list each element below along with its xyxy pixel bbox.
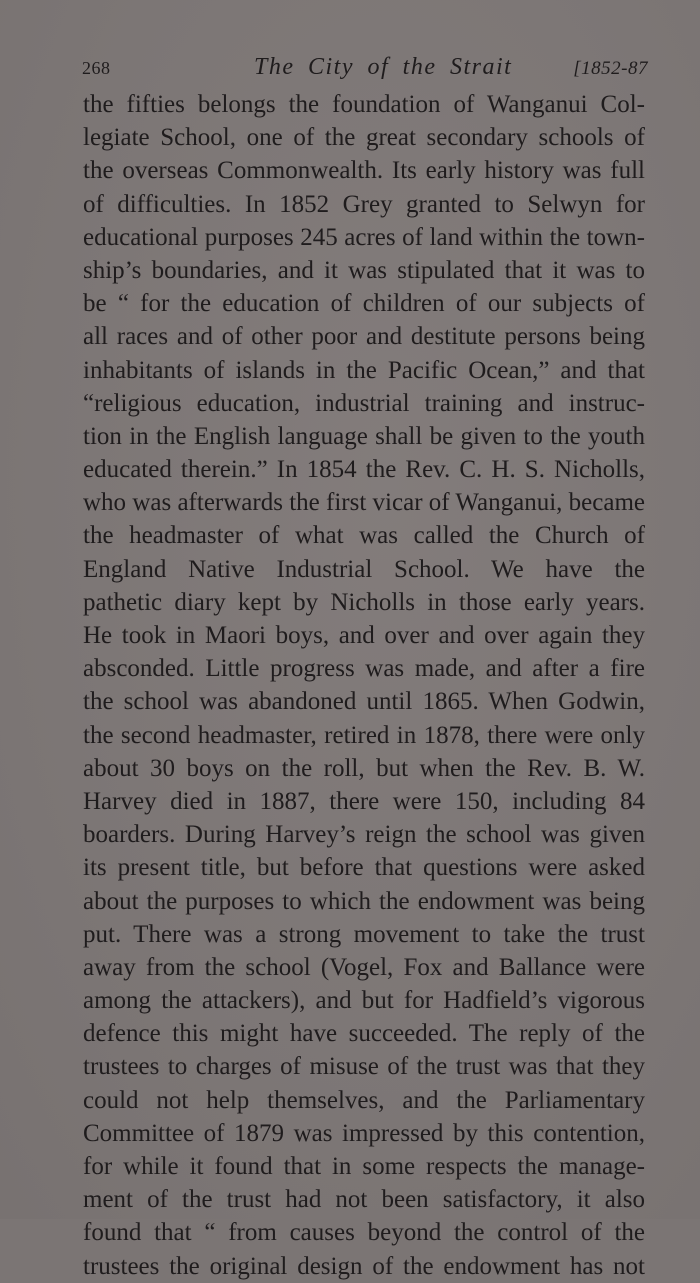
- text-line: trustees the original design of the endowment has not: [83, 1252, 645, 1280]
- text-line: who was afterwards the first vicar of Wanganui, became: [83, 489, 645, 517]
- text-line: ment of the trust had not been satisfactory, it also: [83, 1186, 645, 1214]
- text-line: of difficulties. In 1852 Grey granted to Selwyn for: [83, 190, 645, 218]
- text-line: away from the school (Vogel, Fox and Ballance were: [83, 953, 645, 981]
- text-line: found that “ from causes beyond the control of the: [83, 1219, 645, 1247]
- page-number: 268: [82, 58, 111, 78]
- text-line: inhabitants of islands in the Pacific Ocean,” and that: [83, 356, 645, 384]
- text-line: the headmaster of what was called the Church of: [83, 522, 645, 550]
- text-line: England Native Industrial School. We have the: [83, 555, 645, 583]
- body-text: [83, 88, 645, 1283]
- text-line: defence this might have succeeded. The reply of the: [83, 1020, 645, 1048]
- text-line: put. There was a strong movement to take the trust: [83, 920, 645, 948]
- text-line: educational purposes 245 acres of land within the town-: [83, 223, 645, 251]
- text-line: the second headmaster, retired in 1878, there were only: [83, 721, 645, 749]
- text-line: about the purposes to which the endowment was being: [83, 887, 645, 915]
- text-line: educated therein.” In 1854 the Rev. C. H. S. Nicholls,: [83, 456, 645, 484]
- text-line: the fifties belongs the foundation of Wanganui Col-: [83, 91, 645, 118]
- text-line: among the attackers), and but for Hadfield’s vigorous: [83, 987, 645, 1015]
- text-line: pathetic diary kept by Nicholls in those early years.: [83, 588, 645, 616]
- text-line: tion in the English language shall be given to the youth: [83, 422, 645, 450]
- text-line: the school was abandoned until 1865. When Godwin,: [83, 688, 645, 716]
- text-line: ship’s boundaries, and it was stipulated that it was to: [83, 256, 645, 284]
- text-line: absconded. Little progress was made, and after a fire: [83, 655, 645, 683]
- text-line: legiate School, one of the great secondary schools of: [83, 124, 645, 152]
- running-head: [82, 56, 648, 86]
- text-line: Harvey died in 1887, there were 150, including 84: [83, 787, 645, 815]
- text-line: be “ for the education of children of our subjects of: [83, 290, 645, 318]
- text-line: “religious education, industrial training and instruc-: [83, 389, 645, 417]
- text-line: He took in Maori boys, and over and over again they: [83, 622, 645, 649]
- text-line: boarders. During Harvey’s reign the school was given: [83, 821, 645, 849]
- year-range: [1852-87: [573, 58, 648, 79]
- text-line: trustees to charges of misuse of the trust was that they: [83, 1053, 645, 1081]
- text-line: could not help themselves, and the Parliamentary: [83, 1086, 645, 1114]
- text-line: for while it found that in some respects the manage-: [83, 1153, 645, 1180]
- text-line: its present title, but before that questions were asked: [83, 854, 645, 882]
- text-line: the overseas Commonwealth. Its early history was full: [83, 157, 645, 185]
- text-line: about 30 boys on the roll, but when the Rev. B. W.: [83, 754, 645, 782]
- book-title: The City of the Strait: [254, 54, 513, 80]
- text-line: Committee of 1879 was impressed by this contention,: [83, 1119, 645, 1147]
- text-line: all races and of other poor and destitute persons being: [83, 323, 645, 351]
